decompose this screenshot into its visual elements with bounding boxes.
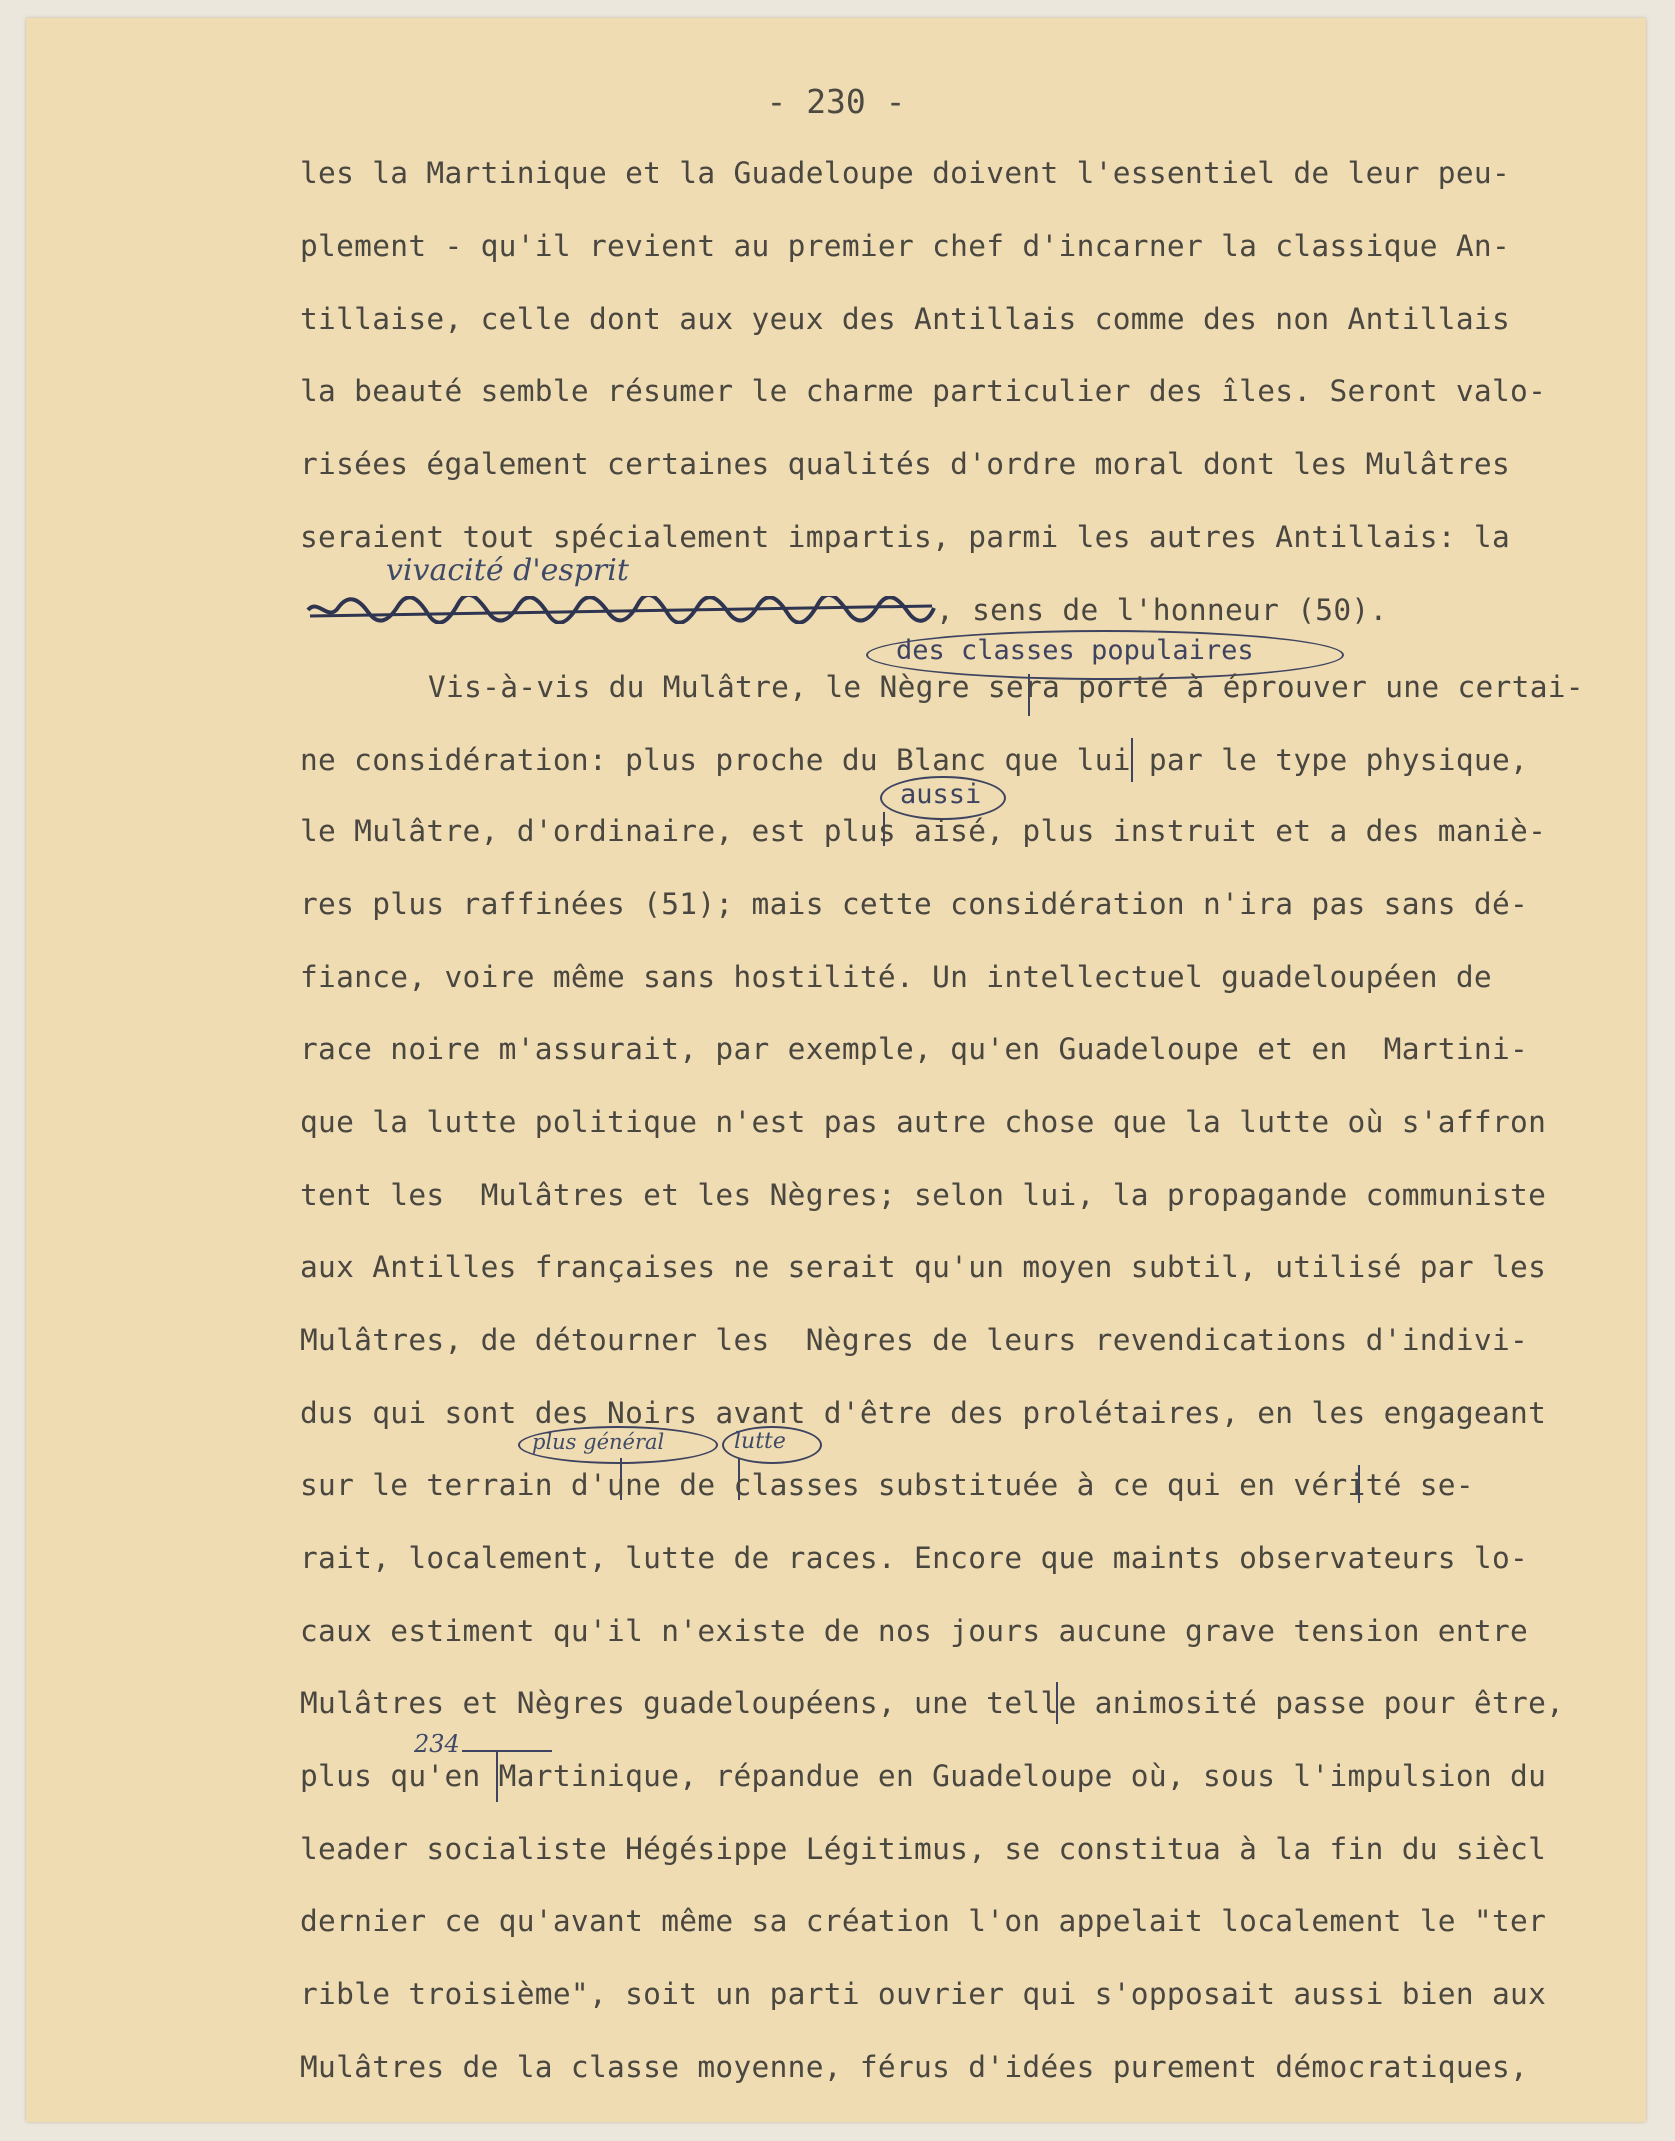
insertion-text: aussi <box>900 779 982 810</box>
insertion-text: des classes populaires <box>896 635 1254 666</box>
handwritten-insertion: vivacité d'esprit <box>386 553 629 588</box>
insertion-text: lutte <box>734 1429 786 1454</box>
text-line: rait, localement, lutte de races. Encore que maints observateurs lo- <box>300 1541 1529 1575</box>
text-line: caux estiment qu'il n'existe de nos jours aucune grave tension entre <box>300 1614 1529 1648</box>
text-line: rible troisième", soit un parti ouvrier qui s'opposait aussi bien aux <box>300 1977 1547 2011</box>
text-line: aux Antilles françaises ne serait qu'un moyen subtil, utilisé par les <box>300 1250 1547 1284</box>
text-line: ne considération: plus proche du Blanc que lui par le type physique, <box>300 743 1529 777</box>
text-line: res plus raffinées (51); mais cette considération n'ira pas sans dé- <box>300 887 1529 921</box>
text-line: Mulâtres de la classe moyenne, férus d'idées purement démocratiques, <box>300 2050 1529 2084</box>
text-line: risées également certaines qualités d'ordre moral dont les Mulâtres <box>300 447 1511 481</box>
text-line: fiance, voire même sans hostilité. Un intellectuel guadeloupéen de <box>300 960 1492 994</box>
text-line: sur le terrain d'une de classes substituée à ce qui en vérité se- <box>300 1468 1474 1502</box>
text-line: tillaise, celle dont aux yeux des Antillais comme des non Antillais <box>300 302 1511 336</box>
text-line: Mulâtres et Nègres guadeloupéens, une telle animosité passe pour être, <box>300 1686 1565 1720</box>
text-line: les la Martinique et la Guadeloupe doivent l'essentiel de leur peu- <box>300 156 1511 190</box>
text-line: tent les Mulâtres et les Nègres; selon lui, la propagande communiste <box>300 1178 1547 1212</box>
word-separator-mark <box>1056 1682 1058 1724</box>
page-number: - 230 - <box>766 82 906 121</box>
text-line: le Mulâtre, d'ordinaire, est plus aisé, plus instruit et a des maniè- <box>300 814 1547 848</box>
text-line: que la lutte politique n'est pas autre chose que la lutte où s'affron <box>300 1105 1547 1139</box>
text-line: Vis-à-vis du Mulâtre, le Nègre sera porté à éprouver une certai- <box>428 670 1584 704</box>
typewritten-page <box>26 18 1646 2122</box>
handwritten-reference: 234 <box>414 1730 460 1758</box>
text-line: seraient tout spécialement impartis, parmi les autres Antillais: la <box>300 520 1511 554</box>
insertion-text: plus général <box>532 1430 665 1454</box>
crossed-out-text <box>306 596 936 624</box>
word-separator-mark <box>1358 1465 1360 1503</box>
text-line: , sens de l'honneur (50). <box>936 593 1388 627</box>
text-line: plement - qu'il revient au premier chef d'incarner la classique An- <box>300 229 1511 263</box>
reference-stroke <box>462 1750 552 1752</box>
text-line: leader socialiste Hégésippe Légitimus, se constitua à la fin du siècl <box>300 1832 1547 1866</box>
text-line: Mulâtres, de détourner les Nègres de leurs revendications d'indivi- <box>300 1323 1529 1357</box>
text-line: plus qu'en Martinique, répandue en Guadeloupe où, sous l'impulsion du <box>300 1759 1547 1793</box>
word-separator-mark <box>1131 738 1133 782</box>
text-line: dernier ce qu'avant même sa création l'on appelait localement le "ter <box>300 1904 1547 1938</box>
text-line: dus qui sont des Noirs avant d'être des prolétaires, en les engageant <box>300 1396 1547 1430</box>
text-line: race noire m'assurait, par exemple, qu'en Guadeloupe et en Martini- <box>300 1032 1529 1066</box>
text-line: la beauté semble résumer le charme particulier des îles. Seront valo- <box>300 374 1547 408</box>
